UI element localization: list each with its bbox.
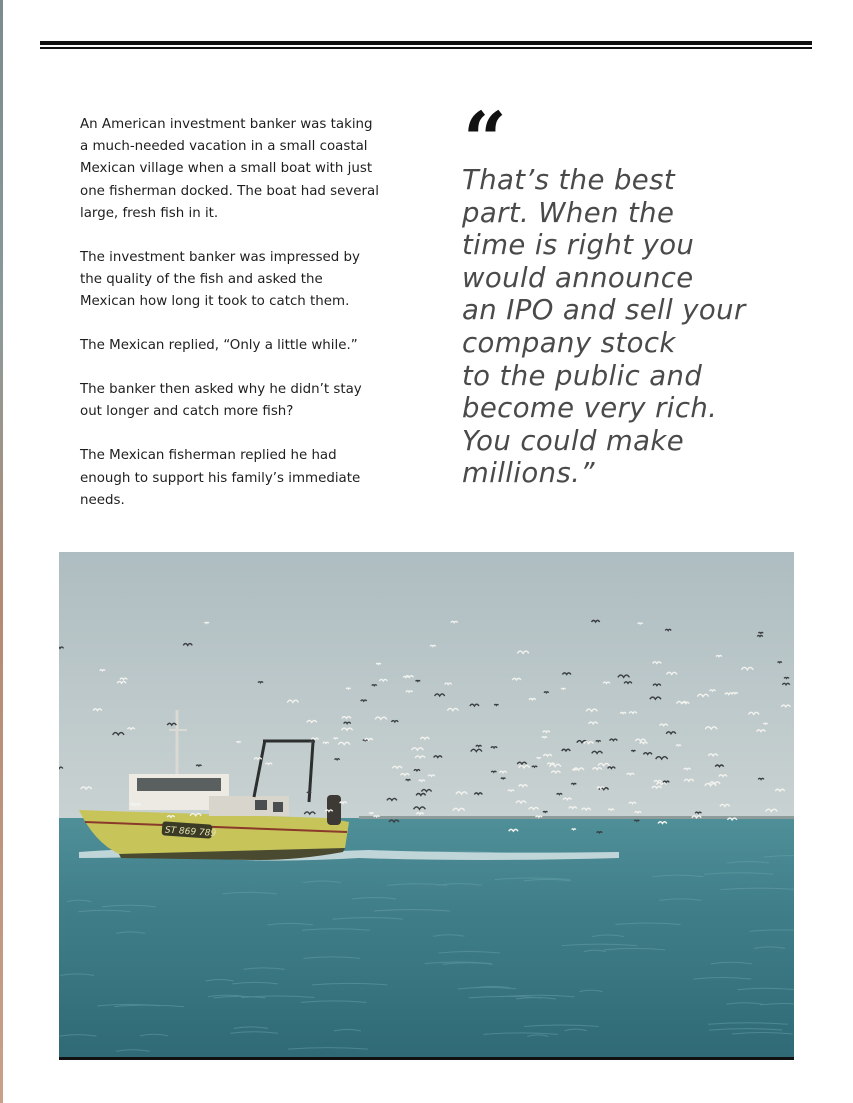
quote-mark-icon: “ — [463, 95, 503, 184]
seagull — [684, 768, 691, 769]
seagull — [494, 704, 498, 705]
seagull — [572, 829, 576, 830]
seagull — [100, 670, 105, 671]
seagull — [778, 662, 782, 663]
seagull — [597, 832, 603, 833]
seagull — [376, 663, 381, 664]
seagull — [372, 685, 377, 686]
seagull — [716, 655, 722, 656]
story-paragraph-4: The banker then asked why he didn’t stay out longer and catch more fish? — [80, 382, 362, 420]
seagull — [307, 792, 311, 793]
seagull — [265, 763, 272, 764]
pull-quote-line: become very rich. — [462, 392, 718, 425]
seagull — [665, 629, 671, 630]
seagull — [310, 741, 315, 742]
pull-quote-line: would announce — [462, 261, 694, 294]
seagull — [416, 680, 420, 681]
seagull — [571, 783, 576, 784]
story-paragraph-5: The Mexican fisherman replied he had enough to support his family’s immediate needs. — [80, 448, 361, 508]
pull-quote-line: company stock — [462, 326, 676, 359]
hull-number: ST 869 789 — [164, 825, 217, 840]
seagull — [543, 811, 547, 812]
seagull — [346, 688, 350, 689]
seagull — [663, 781, 669, 782]
photo-scene — [59, 552, 794, 1057]
pull-quote-line: time is right you — [462, 229, 695, 262]
seagull — [476, 745, 482, 746]
seagull — [758, 778, 764, 779]
seagull — [414, 770, 420, 771]
story-paragraph-3: The Mexican replied, “Only a little while.” — [80, 338, 358, 354]
seagull — [608, 809, 614, 810]
seagull — [596, 741, 601, 742]
pull-quote-line: That’s the best — [462, 164, 676, 196]
story-column — [80, 114, 380, 534]
seagull — [419, 780, 425, 781]
seagull — [196, 765, 201, 766]
seagull — [710, 690, 716, 691]
seagull — [676, 745, 681, 746]
seagull — [491, 747, 497, 748]
seagull — [561, 688, 565, 689]
seagull — [374, 816, 380, 817]
seagull — [361, 700, 367, 701]
seagull — [406, 779, 411, 780]
top-rule-thin — [40, 47, 812, 49]
seagull — [732, 693, 738, 694]
pull-quote-line: millions.” — [462, 457, 595, 490]
seagull — [236, 742, 240, 743]
seagull — [763, 723, 767, 724]
story-paragraph-2: The investment banker was impressed by the quality of the fish and asked the Mexican how long it took to catch them. — [80, 249, 360, 310]
seagull — [635, 812, 642, 813]
top-rule — [40, 41, 812, 45]
fishing-boat-photo — [59, 552, 794, 1057]
seagull — [333, 738, 337, 739]
seagull — [537, 758, 541, 759]
seagull — [205, 622, 209, 623]
seagull — [501, 778, 505, 779]
seagull — [430, 645, 436, 646]
story-paragraph-1: An American investment banker was taking a much-needed vacation in a small coastal Mexican village when a small boat with just one fisherman docked. The boat had several large, fresh fish in it. — [80, 117, 379, 221]
seagull — [491, 771, 496, 772]
boat-wheelhouse — [137, 778, 221, 791]
seagull — [536, 816, 542, 817]
pull-quote-line: to the public and — [462, 359, 703, 392]
pull-quote-line: an IPO and sell your — [462, 294, 746, 327]
seagull — [544, 692, 549, 693]
seagull — [323, 742, 329, 743]
seagull — [403, 676, 408, 677]
seagull — [542, 737, 547, 738]
page-edge — [0, 0, 3, 1103]
seagull — [258, 682, 263, 683]
seagull — [631, 750, 635, 751]
seagull — [406, 691, 413, 692]
pull-quote-line: part. When the — [462, 196, 675, 229]
seagull — [784, 677, 789, 678]
seagull — [695, 812, 701, 813]
seagull — [757, 635, 762, 636]
pull-quote-line: You could make — [462, 424, 685, 457]
seagull — [634, 820, 639, 821]
bottom-rule — [59, 1057, 794, 1060]
seagull — [758, 632, 763, 633]
seagull — [638, 623, 643, 624]
seagull — [369, 813, 373, 814]
seagull — [557, 793, 562, 794]
seagull — [335, 759, 340, 760]
pull-quote — [462, 164, 792, 490]
seagull — [532, 766, 537, 767]
seagull — [620, 712, 626, 713]
seagull — [508, 790, 514, 791]
